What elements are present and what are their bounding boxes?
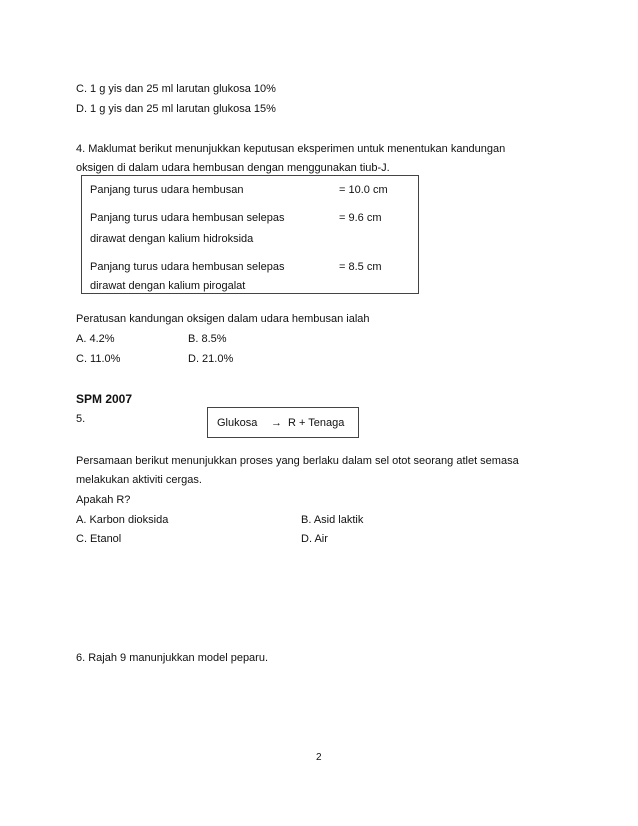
- q4-option-b: B. 8.5%: [188, 333, 227, 345]
- q4-stem-line2: oksigen di dalam udara hembusan dengan menggunakan tiub-J.: [76, 162, 390, 174]
- page-number: 2: [316, 752, 322, 763]
- table-row-3-value: = 8.5 cm: [339, 261, 382, 273]
- q4-option-a: A. 4.2%: [76, 333, 115, 345]
- equation-left: Glukosa: [217, 417, 258, 429]
- q4-option-c: C. 11.0%: [76, 353, 121, 365]
- table-row-3-label-line1: Panjang turus udara hembusan selepas: [90, 261, 285, 273]
- q5-stem-line1: Persamaan berikut menunjukkan proses yang berlaku dalam sel otot seorang atlet semasa: [76, 455, 519, 467]
- arrow-right-icon: →: [271, 417, 282, 429]
- q4-stem-line1: 4. Maklumat berikut menunjukkan keputusan eksperimen untuk menentukan kandungan: [76, 143, 506, 155]
- q5-equation-box: [207, 407, 359, 438]
- q5-option-b: B. Asid laktik: [301, 514, 364, 526]
- q4-results-table: [81, 175, 419, 294]
- q4-question: Peratusan kandungan oksigen dalam udara hembusan ialah: [76, 313, 370, 325]
- q6-stem: 6. Rajah 9 manunjukkan model peparu.: [76, 652, 269, 664]
- q5-question: Apakah R?: [76, 494, 131, 506]
- table-row-1-label: Panjang turus udara hembusan: [90, 184, 244, 196]
- q3-option-c: C. 1 g yis dan 25 ml larutan glukosa 10%: [76, 83, 276, 95]
- q5-option-d: D. Air: [301, 533, 328, 545]
- table-row-1-value: = 10.0 cm: [339, 184, 388, 196]
- q3-option-d: D. 1 g yis dan 25 ml larutan glukosa 15%: [76, 103, 276, 115]
- table-row-2-label-line1: Panjang turus udara hembusan selepas: [90, 212, 285, 224]
- table-row-3-label-line2: dirawat dengan kalium pirogalat: [90, 280, 246, 292]
- q4-option-d: D. 21.0%: [188, 353, 234, 365]
- q5-option-a: A. Karbon dioksida: [76, 514, 169, 526]
- q5-stem-line2: melakukan aktiviti cergas.: [76, 474, 202, 486]
- table-row-2-label-line2: dirawat dengan kalium hidroksida: [90, 233, 254, 245]
- table-row-2-value: = 9.6 cm: [339, 212, 382, 224]
- section-title: SPM 2007: [76, 392, 133, 406]
- q5-option-c: C. Etanol: [76, 533, 122, 545]
- equation-right: R + Tenaga: [288, 417, 345, 429]
- q5-number: 5.: [76, 413, 86, 425]
